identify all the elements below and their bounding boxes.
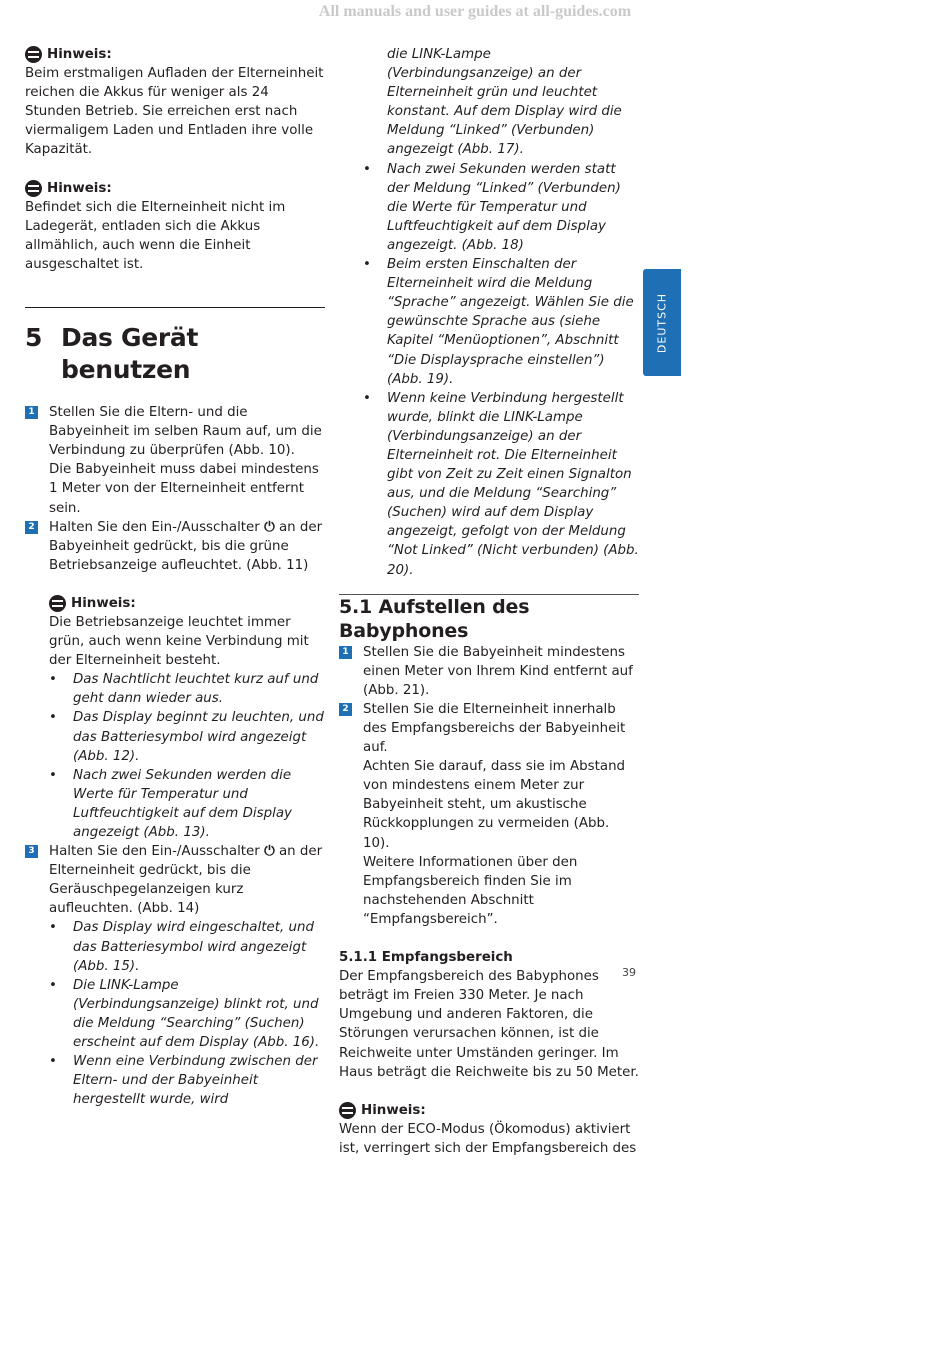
range-text: Der Empfangsbereich des Babyphones beträgt im Freien 330 Meter. Je nach Umgebung und anderen Faktoren, die Störungen verursachen können, ist die Reichweite unter Umständen geringer. Im Haus beträgt die Reichweite bis zu 50 Meter. (339, 969, 639, 1080)
bullet-list (339, 45, 639, 160)
bullet-list (49, 670, 325, 842)
chapter-number: 5 (25, 323, 43, 353)
chapter-title: Das Gerät benutzen (61, 323, 199, 385)
note-heading: Hinweis: (47, 47, 112, 62)
list-item: • Wenn eine Verbindung zwischen der Eltern- und der Babyeinheit hergestellt wurde, wird (49, 1052, 325, 1109)
step-text: an der Babyeinheit gedrückt, bis die grüne Betriebsanzeige aufleuchtet. (Abb. 11) (49, 519, 323, 573)
step-text: Weitere Informationen über den Empfangsbereich finden Sie im nachstehenden Abschnitt “Empfangsbereich”. (363, 854, 578, 927)
right-column (339, 45, 639, 1158)
note-icon (25, 46, 42, 63)
note-charging (25, 45, 325, 160)
list-item: • Nach zwei Sekunden werden statt der Meldung “Linked” (Verbunden) die Werte für Temperatur und Luftfeuchtigkeit auf dem Display angezeigt. (Abb. 18) (363, 160, 639, 255)
power-icon: ⏻ (264, 519, 275, 535)
step-2 (339, 700, 639, 929)
step-number-badge: 1 (25, 406, 38, 419)
note-text: Wenn der ECO-Modus (Ökomodus) aktiviert ist, verringert sich der Empfangsbereich des (339, 1121, 637, 1156)
section-number: 5.1 (339, 595, 373, 618)
note-text: Beim erstmaligen Aufladen der Elterneinheit reichen die Akkus für weniger als 24 Stunden Betrieb. Sie erreichen erst nach viermaligem Laden und Entladen ihre volle Kapazität. (25, 66, 324, 158)
language-tab (643, 269, 681, 376)
section-title: Aufstellen des Babyphones (339, 595, 530, 642)
note-text: Die Betriebsanzeige leuchtet immer grün, auch wenn keine Verbindung mit der Elterneinheit besteht. (49, 614, 309, 669)
language-tab-label: DEUTSCH (655, 292, 669, 353)
step-text: Achten Sie darauf, dass sie im Abstand von mindestens einem Meter zur Babyeinheit steht, um akustische Rückkopplungen zu vermeiden (Abb. 10). (363, 759, 626, 851)
note-status-light (49, 594, 325, 842)
left-column (25, 45, 325, 1109)
step-text: Stellen Sie die Eltern- und die Babyeinheit im selben Raum auf, um die Verbindung zu überprüfen (Abb. 10). (49, 405, 322, 459)
subsection-heading: 5.1.1 Empfangsbereich (339, 950, 513, 966)
note-battery-drain (25, 179, 325, 274)
list-item: • Das Display wird eingeschaltet, und das Batteriesymbol wird angezeigt (Abb. 15). (49, 918, 325, 975)
list-item: • Das Nachtlicht leuchtet kurz auf und geht dann wieder aus. (49, 670, 325, 708)
note-eco-mode (339, 1101, 639, 1158)
list-item: • Das Display beginnt zu leuchten, und das Batteriesymbol wird angezeigt (Abb. 12). (49, 708, 325, 765)
list-item: • Nach zwei Sekunden werden die Werte für Temperatur und Luftfeuchtigkeit auf dem Display angezeigt (Abb. 13). (49, 766, 325, 842)
list-item: • Beim ersten Einschalten der Elterneinheit wird die Meldung “Sprache” angezeigt. Wählen Sie die gewünschte Sprache aus (siehe Kapitel “Menüoptionen”, Abschnitt “Die Displaysprache einstellen”) (Abb. 19). (363, 255, 639, 389)
bullet-list (363, 160, 639, 580)
note-icon (339, 1102, 356, 1119)
step-text: Halten Sie den Ein-/Ausschalter (49, 844, 260, 860)
note-text: Befindet sich die Elterneinheit nicht im Ladegerät, entladen sich die Akkus allmählich, auch wenn die Einheit ausgeschaltet ist. (25, 199, 286, 272)
chapter-heading (25, 322, 325, 386)
step-text: Halten Sie den Ein-/Ausschalter (49, 519, 260, 535)
note-icon (25, 180, 42, 197)
note-heading: Hinweis: (47, 180, 112, 196)
note-heading: Hinweis: (71, 595, 136, 611)
step-text: Die Babyeinheit muss dabei mindestens 1 Meter von der Elterneinheit entfernt sein. (49, 462, 319, 516)
step-2 (25, 518, 325, 575)
list-item: • Wenn keine Verbindung hergestellt wurde, blinkt die LINK-Lampe (Verbindungsanzeige) an der Elterneinheit rot. Die Elterneinheit gibt von Zeit zu Zeit einen Signalton aus, und die Meldung “Searching” (Suchen) wird auf dem Display angezeigt, gefolgt von der Meldung “Not Linked” (Nicht verbunden) (Abb. 20). (363, 389, 639, 580)
section-heading (339, 595, 639, 643)
step-3 (25, 842, 325, 1109)
step-1 (339, 643, 639, 700)
step-text: an der Elterneinheit gedrückt, bis die Geräuschpegelanzeigen kurz aufleuchten. (Abb. 14) (49, 844, 323, 917)
power-icon: ⏻ (264, 844, 275, 860)
bullet-list (49, 918, 325, 1109)
note-heading: Hinweis: (361, 1102, 426, 1118)
list-item-continued: die LINK-Lampe (Verbindungsanzeige) an der Elterneinheit grün und leuchtet konstant. Auf dem Display wird die Meldung “Linked” (Verbunden) angezeigt (Abb. 17). (387, 47, 622, 158)
step-number-badge: 2 (339, 703, 352, 716)
step-text: Stellen Sie die Elterneinheit innerhalb des Empfangsbereichs der Babyeinheit auf. (363, 701, 626, 756)
step-number-badge: 3 (25, 845, 38, 858)
step-number-badge: 1 (339, 646, 352, 659)
page-number: 39 (622, 966, 636, 979)
step-1 (25, 403, 325, 518)
watermark: All manuals and user guides at all-guides.com (318, 3, 632, 20)
note-icon (49, 595, 66, 612)
step-text: Stellen Sie die Babyeinheit mindestens einen Meter von Ihrem Kind entfernt auf (Abb. 21). (363, 644, 633, 698)
step-number-badge: 2 (25, 521, 38, 534)
list-item: • Die LINK-Lampe (Verbindungsanzeige) blinkt rot, und die Meldung “Searching” (Suchen) erscheint auf dem Display (Abb. 16). (49, 976, 325, 1052)
